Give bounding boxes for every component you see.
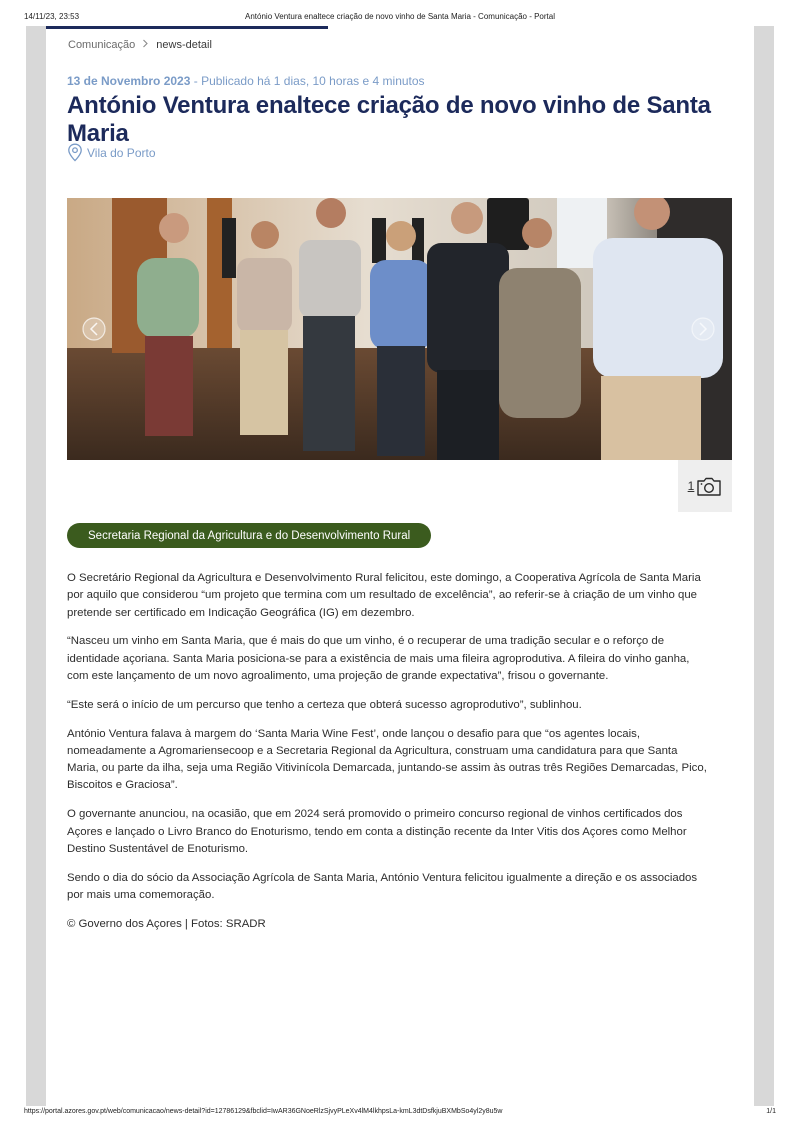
print-url: https://portal.azores.gov.pt/web/comunicacao/news-detail?id=12786129&fbclid=IwAR36GNoeRlzSjvyPLeXv4lM4lkhpsLa-kmL3dtDsfkjuBXMbSo4yl2y8u5w xyxy=(24,1108,503,1115)
print-header xyxy=(24,12,776,24)
right-margin-bar xyxy=(754,26,774,1106)
breadcrumb-current: news-detail xyxy=(156,39,212,51)
gallery-count: 1 xyxy=(687,479,695,493)
article-credits: © Governo dos Açores | Fotos: SRADR xyxy=(67,917,266,930)
map-pin-icon xyxy=(67,143,83,162)
article-paragraph: “Nasceu um vinho em Santa Maria, que é mais do que um vinho, é o recuperar de uma tradição secular e o reforço de identidade açoriana. Santa Maria posiciona-se para a existência de mais uma fileira agroprodutiva. A fileira do vinho ganha, com este lançamento de um novo agroalimento, uma projeção de grande expectativa”, frisou o governante. xyxy=(67,635,690,682)
print-page-title: António Ventura enaltece criação de novo vinho de Santa Maria - Comunicação - Portal xyxy=(245,12,555,21)
page-title: António Ventura enaltece criação de novo vinho de Santa Maria xyxy=(67,92,711,147)
article-paragraph: O governante anunciou, na ocasião, que em 2024 será promovido o primeiro concurso regional de vinhos certificados dos Açores e lançado o Livro Branco do Enoturismo, tendo em conta a distinção recente da Inter Vitis dos Açores como Melhor Destino Sustentável de Enoturismo. xyxy=(67,808,687,855)
chevron-right-icon xyxy=(142,39,149,51)
article-paragraph: Sendo o dia do sócio da Associação Agrícola de Santa Maria, António Ventura felicitou igualmente a direção e os associados por mais uma comemoração. xyxy=(67,871,698,901)
chevron-left-icon[interactable] xyxy=(83,318,105,340)
article-dateline xyxy=(67,74,425,88)
article-date: 13 de Novembro 2023 xyxy=(67,74,191,88)
chevron-right-icon[interactable] xyxy=(692,318,714,340)
article-location xyxy=(67,143,156,162)
print-page-number: 1/1 xyxy=(766,1108,776,1115)
location-label: Vila do Porto xyxy=(87,145,156,160)
main-content xyxy=(46,29,754,1106)
article-paragraph: António Ventura falava à margem do ‘Santa Maria Wine Fest’, onde lançou o desafio para que “os agentes locais, nomeadamente a Agromariensecoop e a Secretaria Regional da Agricultura, construam uma candidatura para que Santa Maria, ou parte da ilha, seja uma Região Vitivinícola Demarcada, juntando-se assim às outras três Regiões Demarcadas, Pico, Biscoitos e Graciosa”. xyxy=(67,727,707,792)
photo-gallery-button[interactable] xyxy=(678,460,732,512)
print-footer xyxy=(24,1108,776,1120)
article-photo[interactable] xyxy=(67,198,732,460)
breadcrumb xyxy=(68,39,212,51)
department-tag[interactable]: Secretaria Regional da Agricultura e do Desenvolvimento Rural xyxy=(67,523,431,548)
camera-icon xyxy=(696,476,722,497)
article-body xyxy=(67,570,707,945)
left-margin-bar xyxy=(26,26,46,1106)
article-paragraph: O Secretário Regional da Agricultura e Desenvolvimento Rural felicitou, este domingo, a Cooperativa Agrícola de Santa Maria por aquilo que considerou “um projeto que termina com um resultado de excelência”, ao referir-se à criação de um vinho que pretende ser certificado em Indicação Geográfica (IG) em dezembro. xyxy=(67,572,701,619)
article-paragraph: “Este será o início de um percurso que tenho a certeza que obterá sucesso agroprodutivo”, sublinhou. xyxy=(67,698,582,711)
breadcrumb-home-link[interactable]: Comunicação xyxy=(68,39,136,51)
print-datetime: 14/11/23, 23:53 xyxy=(24,12,80,21)
article-published-ago: - Publicado há 1 dias, 10 horas e 4 minutos xyxy=(190,74,425,88)
